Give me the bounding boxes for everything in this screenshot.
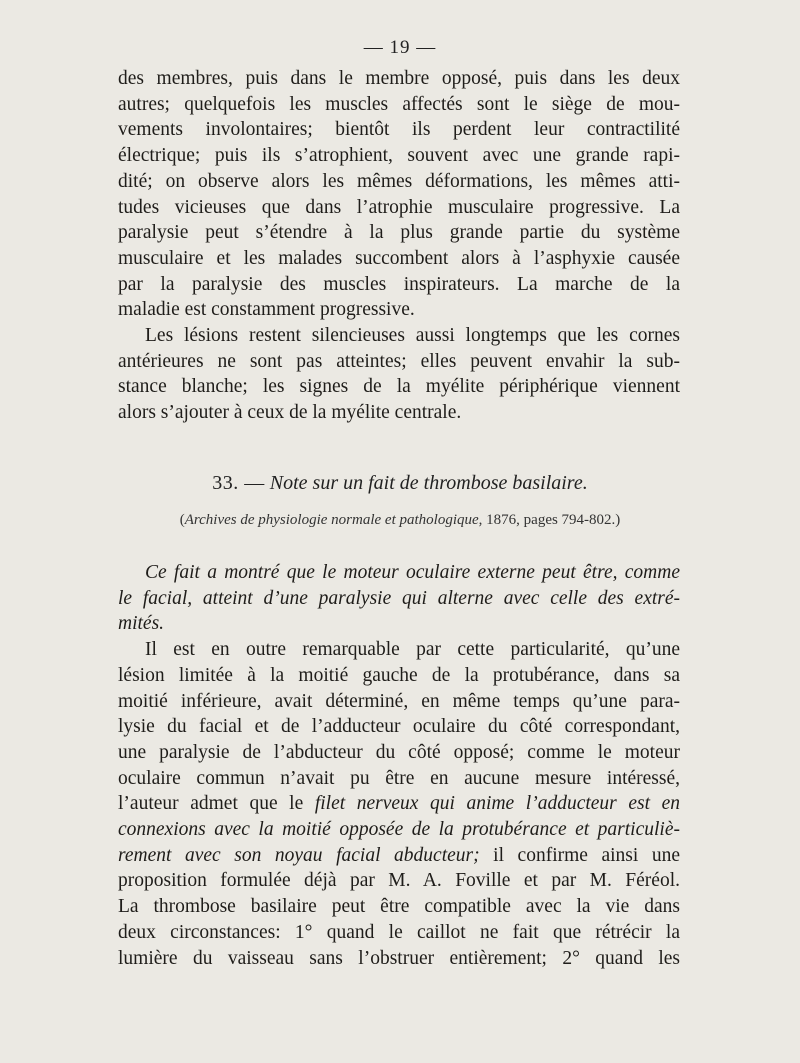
text-line: paralysie peut s’étendre à la plus grande partie du système — [118, 222, 680, 244]
text-roman: l’auteur admet que le — [118, 793, 315, 815]
text-line: électrique; puis ils s’atrophient, souvent avec une grande rapi- — [118, 145, 680, 167]
text-line: autres; quelquefois les muscles affectés sont le siège de mou- — [118, 93, 680, 115]
mixed-text-line — [118, 791, 680, 817]
text-block-1 — [118, 66, 680, 426]
summary-line: mités. — [118, 613, 165, 635]
text-line: tudes vicieuses que dans l’atrophie musculaire progressive. La — [118, 196, 680, 218]
mixed-text-line — [118, 843, 680, 869]
text-line: moitié inférieure, avait déterminé, en même temps qu’une para- — [118, 690, 680, 712]
text-line: La thrombose basilaire peut être compatible avec la vie dans — [118, 896, 680, 918]
text-italic: filet nerveux qui anime l’adducteur est en — [314, 793, 680, 815]
summary-line: le facial, atteint d’une paralysie qui alterne avec celle des extré- — [118, 587, 680, 609]
text-line: dité; on observe alors les mêmes déformations, les mêmes atti- — [118, 170, 680, 192]
text-line: stance blanche; les signes de la myélite périphérique viennent — [118, 376, 680, 398]
section-title: Note sur un fait de thrombose basilaire. — [269, 472, 588, 494]
text-line: des membres, puis dans le membre opposé, puis dans les deux — [118, 68, 680, 89]
source-citation — [0, 512, 800, 529]
text-line: par la paralysie des muscles inspirateurs. La marche de la — [118, 273, 680, 295]
text-line: lumière du vaisseau sans l’obstruer entièrement; 2° quand les — [118, 947, 680, 969]
source-journal: Archives de physiologie normale et pathologique — [184, 512, 479, 528]
text-line: lésion limitée à la moitié gauche de la protubérance, dans sa — [118, 664, 680, 686]
summary-line: Ce fait a montré que le moteur oculaire externe peut être, comme — [145, 562, 680, 583]
text-line: alors s’ajouter à ceux de la myélite centrale. — [118, 402, 462, 424]
text-line: antérieures ne sont pas atteintes; elles peuvent envahir la sub- — [118, 350, 680, 372]
text-line: oculaire commun n’avait pu être en aucune mesure intéressé, — [118, 767, 680, 789]
text-block-2 — [118, 560, 680, 971]
text-line: musculaire et les malades succombent alors à l’asphyxie causée — [118, 247, 680, 269]
text-line: proposition formulée déjà par M. A. Foville et par M. Féréol. — [118, 870, 680, 892]
text-line: Les lésions restent silencieuses aussi longtemps que les cornes — [145, 325, 680, 347]
source-open: ( — [179, 512, 185, 528]
text-line: lysie du facial et de l’adducteur oculaire du côté correspondant, — [118, 716, 680, 738]
text-line: une paralysie de l’abducteur du côté opposé; comme le moteur — [118, 741, 680, 763]
text-line: connexions avec la moitié opposée de la protubérance et particuliè- — [118, 819, 680, 841]
section-number: 33. — — [212, 472, 265, 494]
text-line: Il est en outre remarquable par cette particularité, qu’une — [145, 639, 680, 661]
text-line: deux circonstances: 1° quand le caillot ne fait que rétrécir la — [118, 921, 680, 943]
source-details: , 1876, pages 794-802.) — [478, 512, 621, 528]
section-heading — [0, 472, 800, 495]
text-roman: il confirme ainsi une — [479, 844, 681, 866]
text-italic: rement avec son noyau facial abducteur; — [118, 844, 480, 866]
text-line: maladie est constamment progressive. — [118, 299, 415, 321]
page-number: — 19 — — [363, 37, 437, 58]
text-line: vements involontaires; bientôt ils perdent leur contractilité — [118, 119, 680, 141]
